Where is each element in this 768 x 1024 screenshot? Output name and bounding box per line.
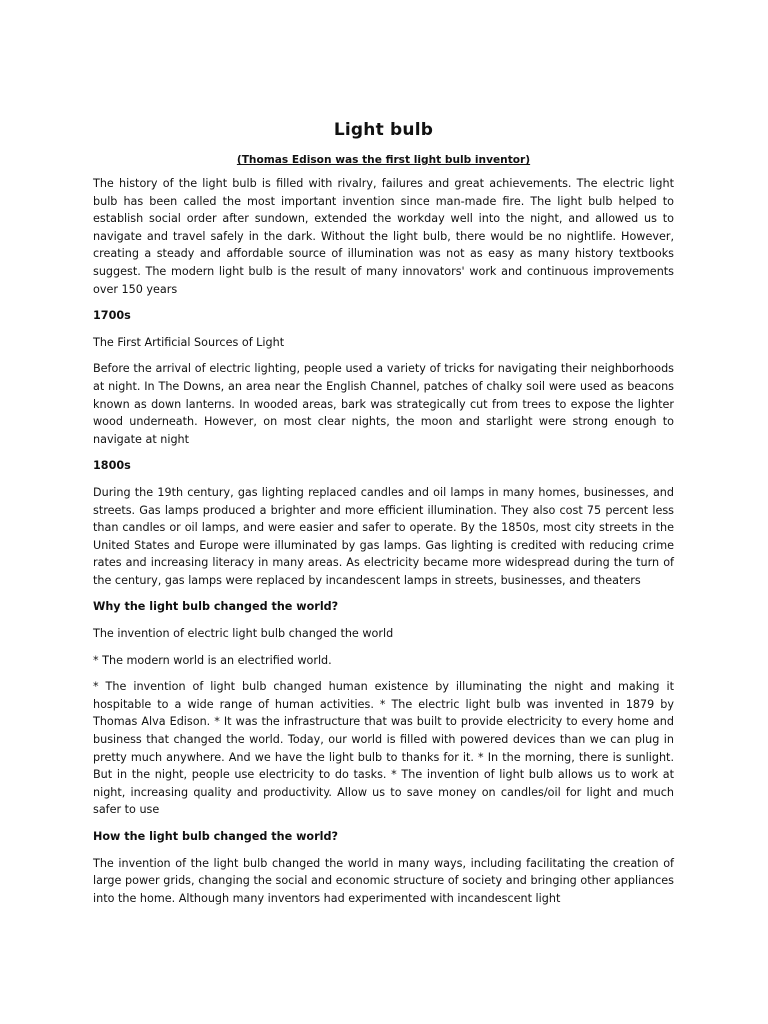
bullet-paragraph: * The modern world is an electrified world. [93, 653, 332, 667]
body-paragraph: The invention of the light bulb changed the world in many ways, including facilitating the creation of large power grids, changing the social and economic structure of society and bringing other appliances into the home. Although many inventors had experimented with incandescent light [93, 856, 674, 905]
body-paragraph: During the 19th century, gas lighting replaced candles and oil lamps in many homes, businesses, and streets. Gas lamps produced a brighter and more efficient illumination. They also cost 75 percent less than candles or oil lamps, and were easier and safer to operate. By the 1850s, most city streets in the United States and Europe were illuminated by gas lamps. Gas lighting is credited with reducing crime rates and increasing literacy in many areas. As electricity became more widespread during the turn of the century, gas lamps were replaced by incandescent lamps in streets, businesses, and theaters [93, 485, 674, 587]
body-paragraph: The invention of electric light bulb changed the world [93, 627, 394, 641]
section-heading-1700s: 1700s [93, 309, 131, 323]
intro-paragraph: The history of the light bulb is filled with rivalry, failures and great achievements. The electric light bulb has been called the most important invention since man-made fire. The light bulb helped to establish social order after sundown, extended the workday well into the night, and allowed us to navigate and travel safely in the dark. Without the light bulb, there would be no nightlife. However, creating a steady and affordable source of illumination was not as easy as many history textbooks suggest. The modern light bulb is the result of many innovators' work and continuous improvements over 150 years [93, 177, 674, 296]
subsection-title: The First Artificial Sources of Light [93, 335, 285, 349]
document-page [93, 120, 674, 916]
bullet-paragraph: * The invention of light bulb changed human existence by illuminating the night and making it hospitable to a wide range of human activities. * The electric light bulb was invented in 1879 by Thomas Alva Edison. * It was the infrastructure that was built to provide electricity to every home and business that changed the world. Today, our world is filled with powered devices than we can plug in pretty much anywhere. And we have the light bulb to thanks for it. * In the morning, there is sunlight. But in the night, people use electricity to do tasks. * The invention of light bulb allows us to work at night, increasing quality and productivity. Allow us to save money on candles/oil for light and much safer to use [93, 680, 674, 817]
document-title: Light bulb [333, 120, 434, 140]
section-heading-how: How the light bulb changed the world? [93, 830, 338, 843]
document-subtitle: (Thomas Edison was the first light bulb inventor) [236, 154, 531, 166]
body-paragraph: Before the arrival of electric lighting, people used a variety of tricks for navigating their neighborhoods at night. In The Downs, an area near the English Channel, patches of chalky soil were used as beacons known as down lanterns. In wooded areas, bark was strategically cut from trees to expose the lighter wood underneath. However, on most clear nights, the moon and starlight were strong enough to navigate at night [93, 362, 674, 446]
section-heading-why: Why the light bulb changed the world? [93, 600, 339, 614]
section-heading-1800s: 1800s [93, 459, 131, 473]
